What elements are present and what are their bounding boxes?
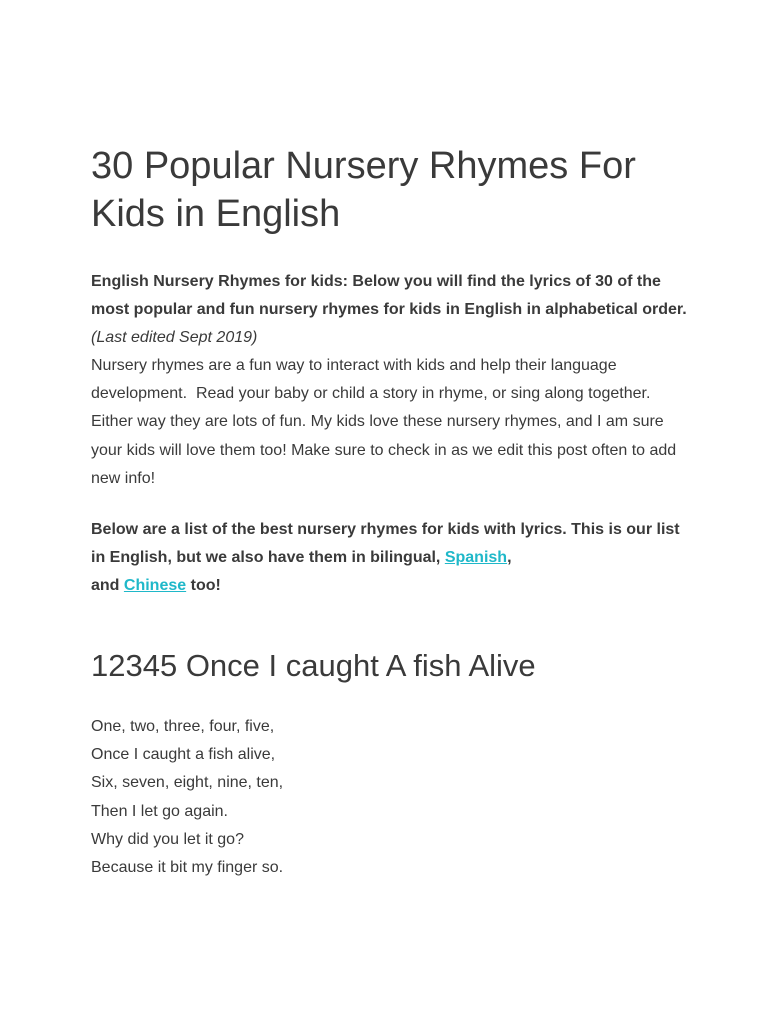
lyric-line: Then I let go again. xyxy=(91,802,228,820)
and-text: and xyxy=(91,577,120,595)
last-edited-note: (Last edited Sept 2019) xyxy=(91,329,258,347)
lyric-line: Because it bit my finger so. xyxy=(91,859,284,877)
rhyme-lyrics xyxy=(91,713,691,882)
chinese-link[interactable]: Chinese xyxy=(123,577,187,595)
lyric-line: One, two, three, four, five, xyxy=(91,718,275,735)
page-title: 30 Popular Nursery Rhymes For Kids in English xyxy=(91,145,636,235)
intro-bold-text: English Nursery Rhymes for kids: Below you will find the lyrics of 30 of the most popular and fun nursery rhymes for kids in English in alphabetical order. xyxy=(91,273,687,319)
languages-text: Below are a list of the best nursery rhymes for kids with lyrics. This is our list in English, but we also have them in bilingual, xyxy=(91,521,680,567)
too-text: too! xyxy=(190,577,221,595)
rhyme-heading: 12345 Once I caught A fish Alive xyxy=(91,648,536,683)
description-paragraph: Nursery rhymes are a fun way to interact with kids and help their language development. Read your baby or child a story in rhyme, or sing along together. Either way they are lots of fun. My kids love these nursery rhymes, and I am sure your kids will love them too! Make sure to check in as we edit this post often to add new info! xyxy=(91,357,677,487)
lyric-line: Six, seven, eight, nine, ten, xyxy=(91,774,284,792)
lyric-line: Once I caught a fish alive, xyxy=(91,746,276,764)
lyric-line: Why did you let it go? xyxy=(91,830,244,848)
intro-paragraph xyxy=(91,268,691,353)
comma-text: , xyxy=(507,549,512,567)
languages-paragraph xyxy=(91,516,691,601)
spanish-link[interactable]: Spanish xyxy=(444,549,508,567)
